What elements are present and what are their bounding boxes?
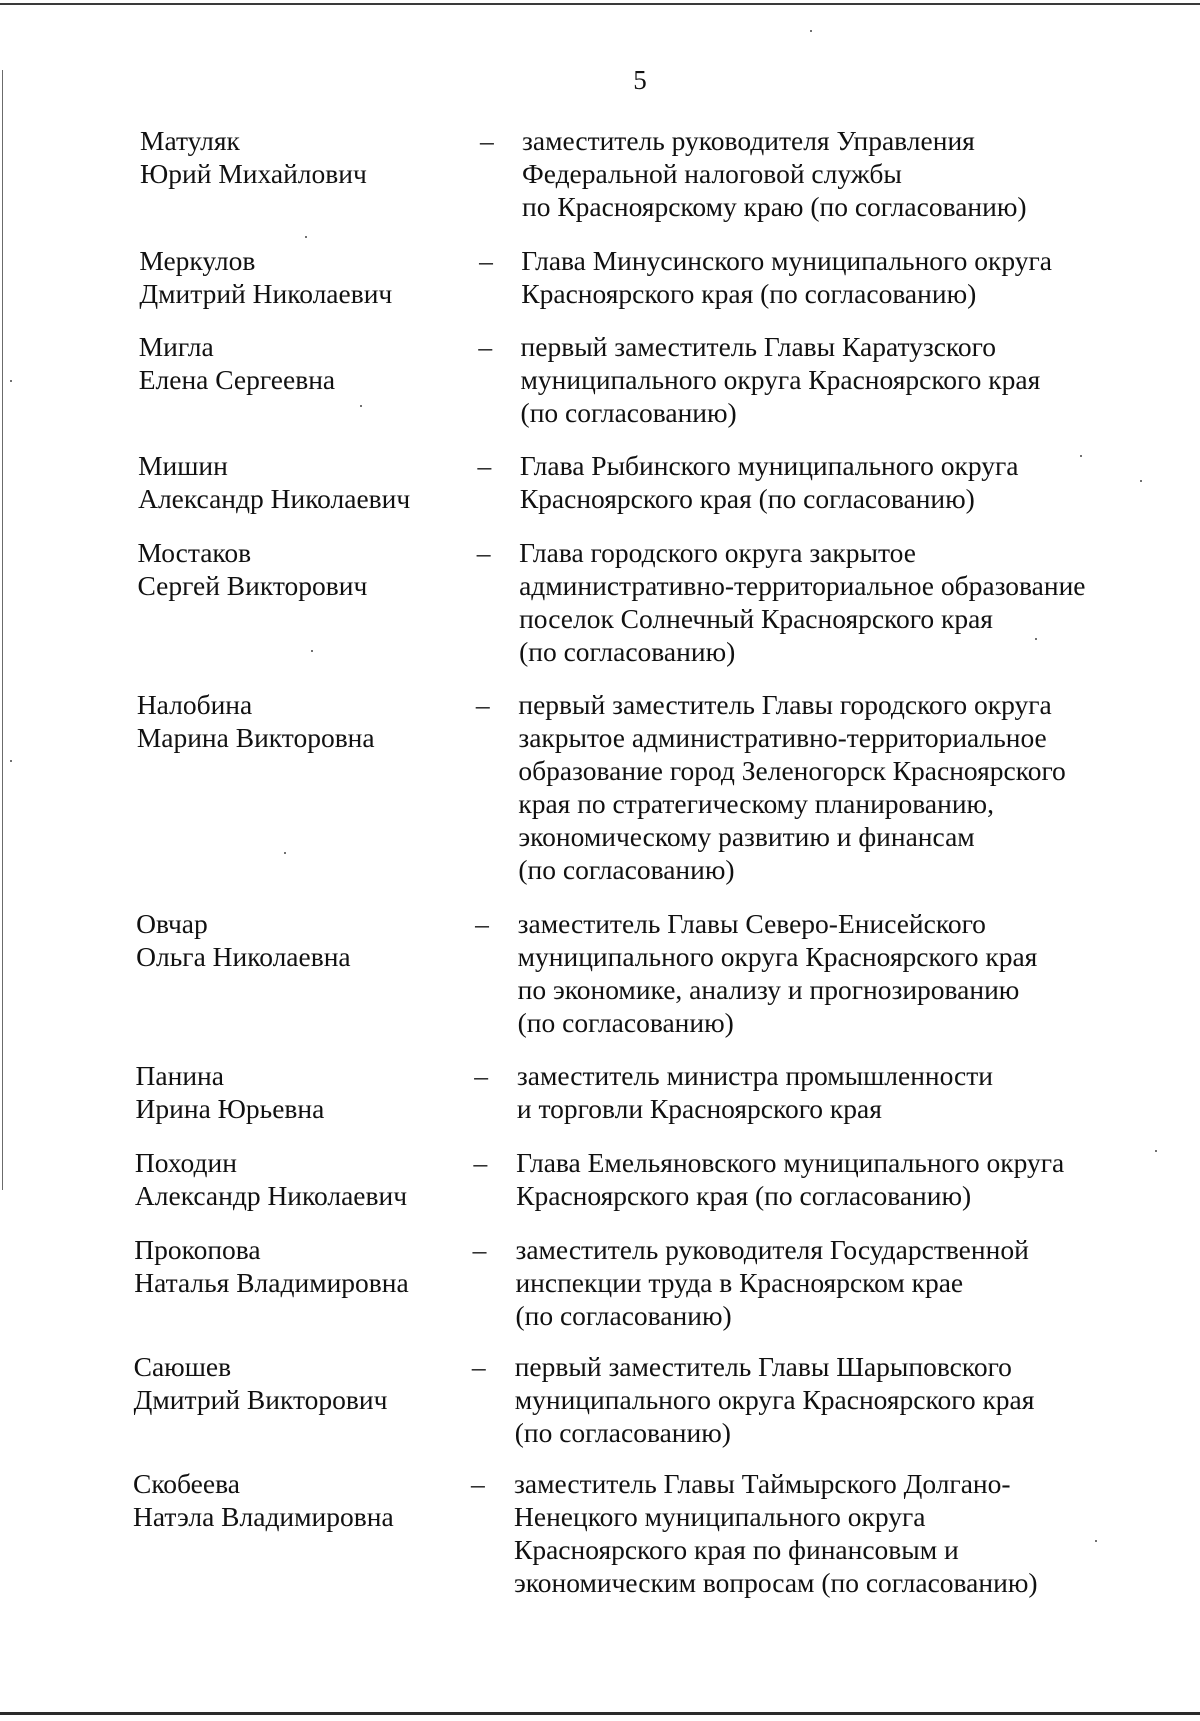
scan-speck <box>1140 480 1142 482</box>
member-role-line: образование город Зеленогорск Красноярского <box>518 755 1066 786</box>
member-surname: Скобеева <box>133 1468 240 1499</box>
member-role <box>521 244 1171 310</box>
member-role-line: первый заместитель Главы городского округа <box>518 689 1052 720</box>
member-role-line: муниципального округа Красноярского края <box>520 364 1041 395</box>
dash-separator: – <box>473 1147 488 1178</box>
member-surname: Мостаков <box>137 537 252 568</box>
member-surname: Меркулов <box>139 245 256 276</box>
member-name <box>133 1467 493 1533</box>
member-surname: Саюшев <box>133 1351 232 1382</box>
member-surname: Мигла <box>138 331 214 362</box>
member-surname: Мишин <box>138 450 228 481</box>
member-role <box>521 330 1171 429</box>
member-given-names: Александр Николаевич <box>138 483 411 514</box>
scan-speck <box>360 405 362 407</box>
member-name <box>135 1146 495 1212</box>
member-role-line: края по стратегическому планированию, <box>518 788 994 819</box>
member-role-line: заместитель Главы Таймырского Долгано- <box>514 1468 1011 1499</box>
dash-separator: – <box>475 689 490 720</box>
member-role <box>520 449 1170 515</box>
scan-speck <box>1080 455 1082 457</box>
member-role-line: (по согласованию) <box>519 636 736 667</box>
member-name <box>134 1350 494 1416</box>
member-role-line: Красноярского края (по согласованию) <box>516 1180 972 1211</box>
member-surname: Овчар <box>136 908 208 939</box>
member-role-line: поселок Солнечный Красноярского края <box>519 603 993 634</box>
member-role-line: экономическому развитию и финансам <box>518 821 975 852</box>
scan-edge-top <box>0 3 1200 5</box>
member-name <box>136 907 496 973</box>
member-role-line: заместитель министра промышленности <box>516 1060 993 1091</box>
scan-speck <box>305 236 307 238</box>
member-name <box>138 449 498 515</box>
member-role-line: Ненецкого муниципального округа <box>514 1501 926 1532</box>
member-role-line: (по согласованию) <box>515 1300 732 1331</box>
dash-separator: – <box>475 908 489 939</box>
scan-speck <box>311 650 313 652</box>
dash-separator: – <box>480 125 494 156</box>
member-given-names: Ольга Николаевна <box>136 941 351 972</box>
member-role-line: (по согласованию) <box>517 1007 734 1038</box>
dash-separator: – <box>474 1060 489 1091</box>
member-surname: Походин <box>134 1147 237 1178</box>
member-role-line: Глава Минусинского муниципального округа <box>521 245 1053 276</box>
member-role-line: муниципального округа Красноярского края <box>514 1384 1035 1415</box>
member-name <box>136 1059 496 1125</box>
member-role-line: Глава Емельяновского муниципального округа <box>516 1147 1065 1178</box>
member-role-line: Красноярского края (по согласованию) <box>519 483 975 514</box>
member-role-line: заместитель руководителя Управления <box>522 125 975 156</box>
member-role <box>514 1467 1164 1599</box>
member-given-names: Дмитрий Викторович <box>133 1384 388 1415</box>
dash-separator: – <box>478 331 493 362</box>
member-given-names: Александр Николаевич <box>134 1180 408 1211</box>
member-given-names: Натэла Владимировна <box>133 1501 394 1532</box>
scan-speck <box>810 30 812 32</box>
member-given-names: Марина Викторовна <box>136 722 375 753</box>
member-surname: Прокопова <box>134 1234 261 1265</box>
member-given-names: Елена Сергеевна <box>138 364 336 395</box>
dash-separator: – <box>471 1351 486 1382</box>
member-role-line: Глава городского округа закрытое <box>519 537 916 568</box>
scan-speck <box>10 380 12 382</box>
dash-separator: – <box>477 450 492 481</box>
scan-speck <box>10 760 12 762</box>
member-role-line: Красноярского края (по согласованию) <box>521 278 977 309</box>
scan-edge-left <box>2 70 3 1190</box>
dash-separator: – <box>471 1468 485 1499</box>
member-role-line: муниципального округа Красноярского края <box>517 941 1038 972</box>
member-role-line: первый заместитель Главы Шарыповского <box>514 1351 1012 1382</box>
member-role-line: (по согласованию) <box>518 854 735 885</box>
member-name <box>137 536 497 602</box>
member-given-names: Юрий Михайлович <box>140 158 367 189</box>
member-surname: Матуляк <box>140 125 240 156</box>
scan-edge-bottom <box>0 1712 1200 1715</box>
member-name <box>139 330 499 396</box>
member-role <box>518 688 1168 886</box>
member-role-line: Глава Рыбинского муниципального округа <box>519 450 1019 481</box>
member-name <box>140 124 500 190</box>
scan-speck <box>284 852 286 854</box>
dash-separator: – <box>472 1234 487 1265</box>
member-role-line: по экономике, анализу и прогнозированию <box>517 974 1020 1005</box>
member-role-line: заместитель руководителя Государственной <box>515 1234 1029 1265</box>
dash-separator: – <box>479 245 493 276</box>
member-role <box>517 1059 1167 1125</box>
member-role-line: первый заместитель Главы Каратузского <box>520 331 996 362</box>
member-role-line: закрытое административно-территориальное <box>518 722 1047 753</box>
member-role <box>516 1146 1166 1212</box>
member-role <box>519 536 1169 668</box>
member-given-names: Ирина Юрьевна <box>135 1093 325 1124</box>
member-role-line: (по согласованию) <box>514 1417 731 1448</box>
member-name <box>139 244 499 310</box>
member-name <box>134 1233 494 1299</box>
member-role <box>522 124 1172 223</box>
scan-speck <box>1035 638 1037 640</box>
member-given-names: Наталья Владимировна <box>134 1267 409 1298</box>
scan-speck <box>1095 1540 1097 1542</box>
member-role-line: и торговли Красноярского края <box>516 1093 882 1124</box>
member-given-names: Сергей Викторович <box>137 570 368 601</box>
member-role <box>518 907 1168 1039</box>
member-role-line: заместитель Главы Северо-Енисейского <box>517 908 986 939</box>
member-surname: Панина <box>135 1060 224 1091</box>
page-number: 5 <box>633 65 647 95</box>
member-role-line: экономическим вопросам (по согласованию) <box>514 1567 1038 1598</box>
member-role-line: Красноярского края по финансовым и <box>514 1534 959 1565</box>
member-role-line: по Красноярскому краю (по согласованию) <box>522 191 1027 222</box>
member-role <box>515 1233 1165 1332</box>
member-role-line: инспекции труда в Красноярском крае <box>515 1267 964 1298</box>
member-role-line: административно-территориальное образование <box>519 570 1086 601</box>
member-role-line: Федеральной налоговой службы <box>522 158 902 189</box>
dash-separator: – <box>476 537 491 568</box>
scan-speck <box>1155 1150 1157 1152</box>
member-role-line: (по согласованию) <box>520 397 737 428</box>
member-name <box>137 688 497 754</box>
member-given-names: Дмитрий Николаевич <box>139 278 393 309</box>
member-surname: Налобина <box>136 689 253 720</box>
member-role <box>515 1350 1165 1449</box>
